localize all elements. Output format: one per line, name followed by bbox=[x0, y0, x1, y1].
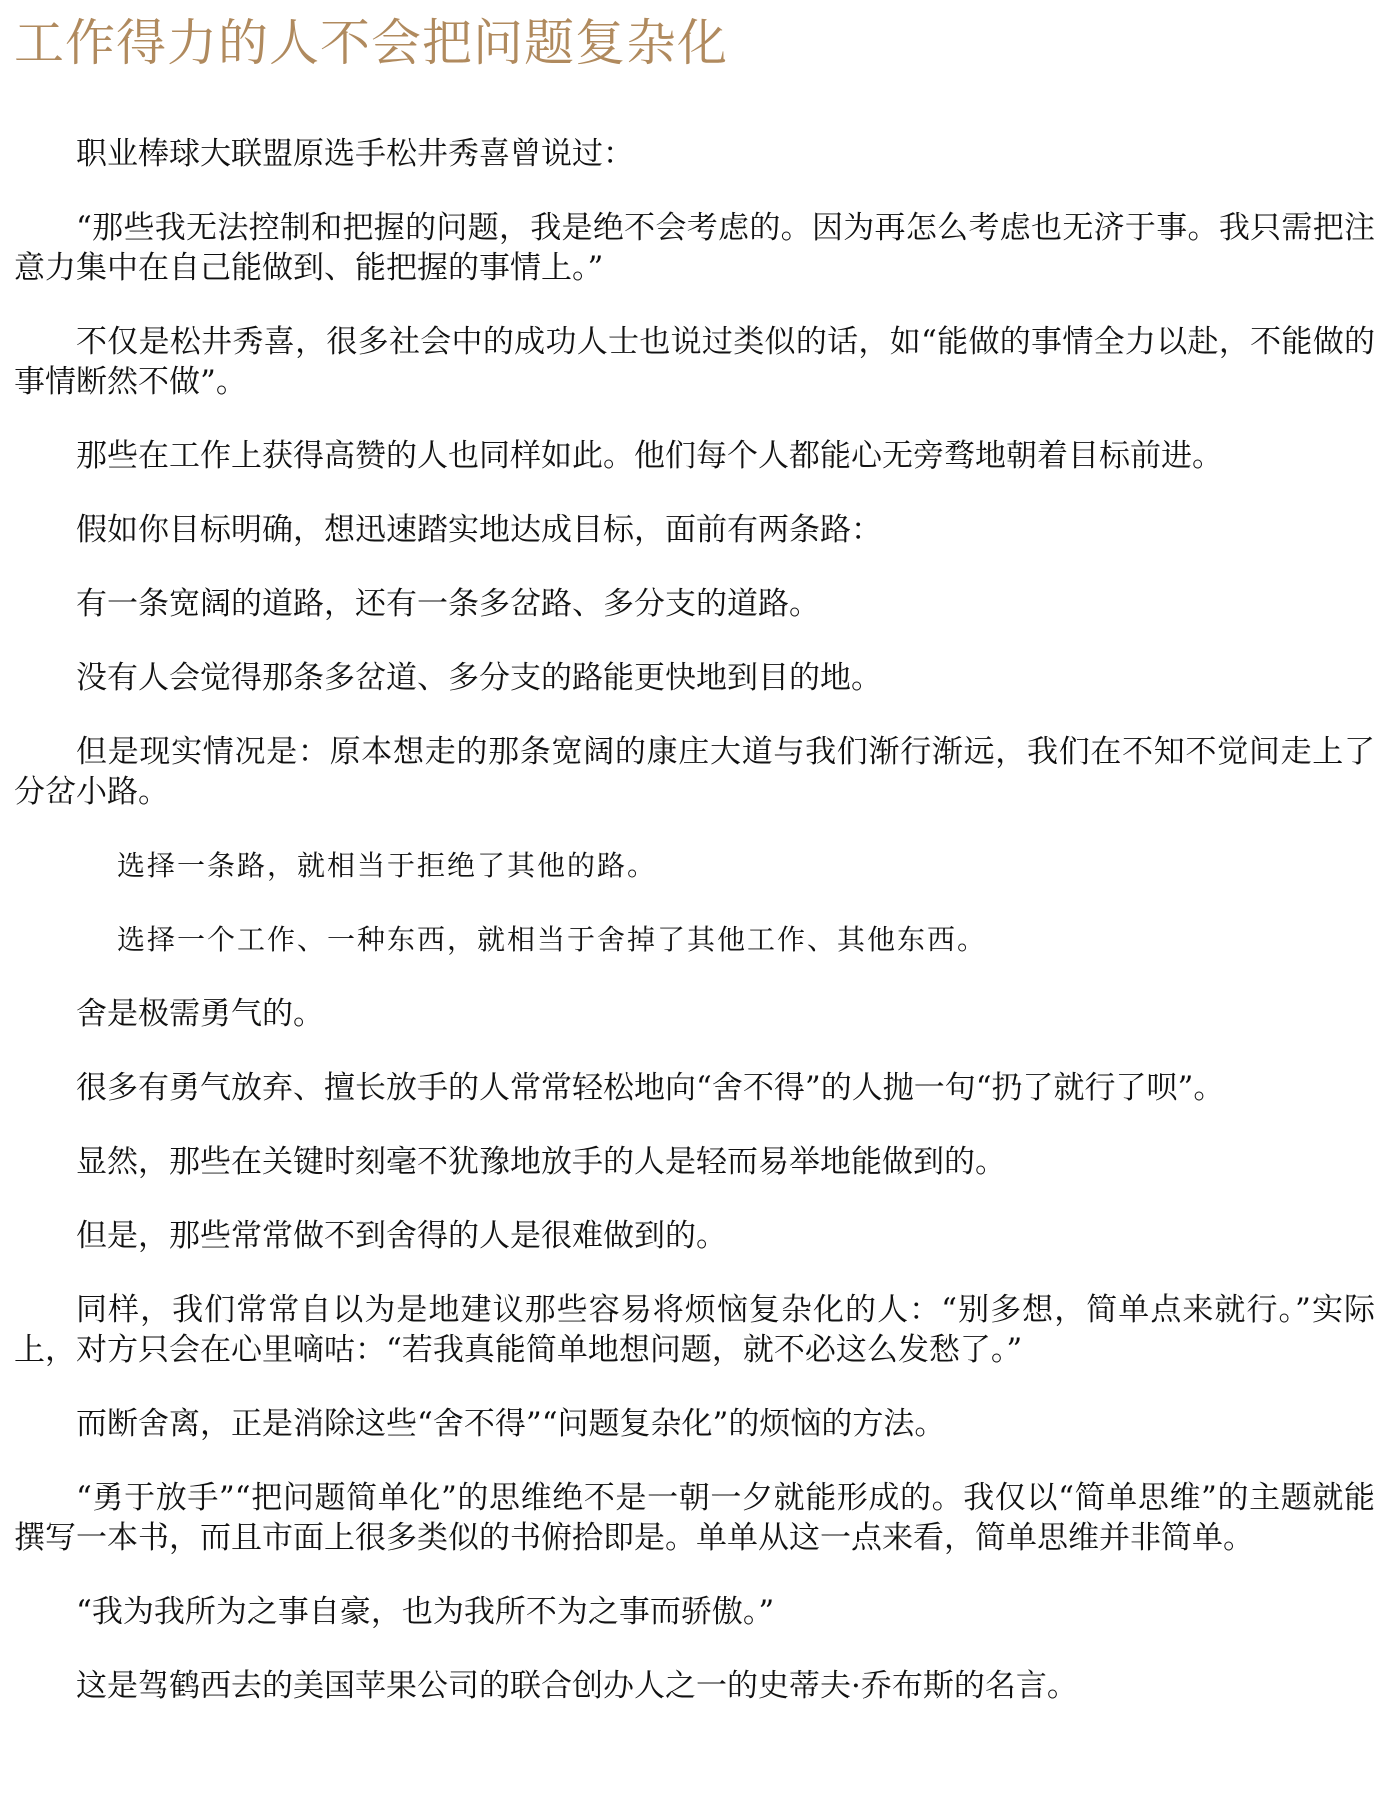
paragraph: 同样，我们常常自以为是地建议那些容易将烦恼复杂化的人：“别多想，简单点来就行。”实际上，对方只会在心里嘀咕：“若我真能简单地想问题，就不必这么发愁了。” bbox=[14, 1292, 1375, 1368]
emphasis-paragraph: 选择一条路，就相当于拒绝了其他的路。 bbox=[117, 849, 658, 882]
paragraph: 没有人会觉得那条多岔道、多分支的路能更快地到目的地。 bbox=[76, 660, 882, 696]
quote-paragraph: “我为我所为之事自豪，也为我所不为之事而骄傲。” bbox=[76, 1594, 775, 1630]
paragraph: 不仅是松井秀喜，很多社会中的成功人士也说过类似的话，如“能做的事情全力以赴，不能做的事情断然不做”。 bbox=[14, 324, 1375, 400]
paragraph: “勇于放手”“把问题简单化”的思维绝不是一朝一夕就能形成的。我仅以“简单思维”的主题就能撰写一本书，而且市面上很多类似的书俯拾即是。单单从这一点来看，简单思维并非简单。 bbox=[14, 1480, 1375, 1556]
article-body bbox=[14, 134, 1375, 1706]
paragraph: 假如你目标明确，想迅速踏实地达成目标，面前有两条路： bbox=[76, 512, 882, 548]
paragraph: 职业棒球大联盟原选手松井秀喜曾说过： bbox=[76, 136, 634, 172]
paragraph: 舍是极需勇气的。 bbox=[76, 996, 324, 1032]
paragraph: 有一条宽阔的道路，还有一条多岔路、多分支的道路。 bbox=[76, 586, 820, 622]
quote-paragraph: “那些我无法控制和把握的问题，我是绝不会考虑的。因为再怎么考虑也无济于事。我只需把注意力集中在自己能做到、能把握的事情上。” bbox=[14, 210, 1375, 286]
paragraph: 显然，那些在关键时刻毫不犹豫地放手的人是轻而易举地能做到的。 bbox=[76, 1144, 1006, 1180]
paragraph: 这是驾鹤西去的美国苹果公司的联合创办人之一的史蒂夫·乔布斯的名言。 bbox=[76, 1668, 1078, 1704]
emphasis-paragraph: 选择一个工作、一种东西，就相当于舍掉了其他工作、其他东西。 bbox=[117, 923, 988, 956]
article-title: 工作得力的人不会把问题复杂化 bbox=[14, 14, 728, 72]
paragraph: 但是现实情况是：原本想走的那条宽阔的康庄大道与我们渐行渐远，我们在不知不觉间走上了分岔小路。 bbox=[14, 734, 1375, 810]
paragraph: 很多有勇气放弃、擅长放手的人常常轻松地向“舍不得”的人抛一句“扔了就行了呗”。 bbox=[76, 1070, 1225, 1106]
paragraph: 而断舍离，正是消除这些“舍不得”“问题复杂化”的烦恼的方法。 bbox=[76, 1406, 946, 1442]
paragraph: 但是，那些常常做不到舍得的人是很难做到的。 bbox=[76, 1218, 727, 1254]
paragraph: 那些在工作上获得高赞的人也同样如此。他们每个人都能心无旁骛地朝着目标前进。 bbox=[76, 438, 1223, 474]
